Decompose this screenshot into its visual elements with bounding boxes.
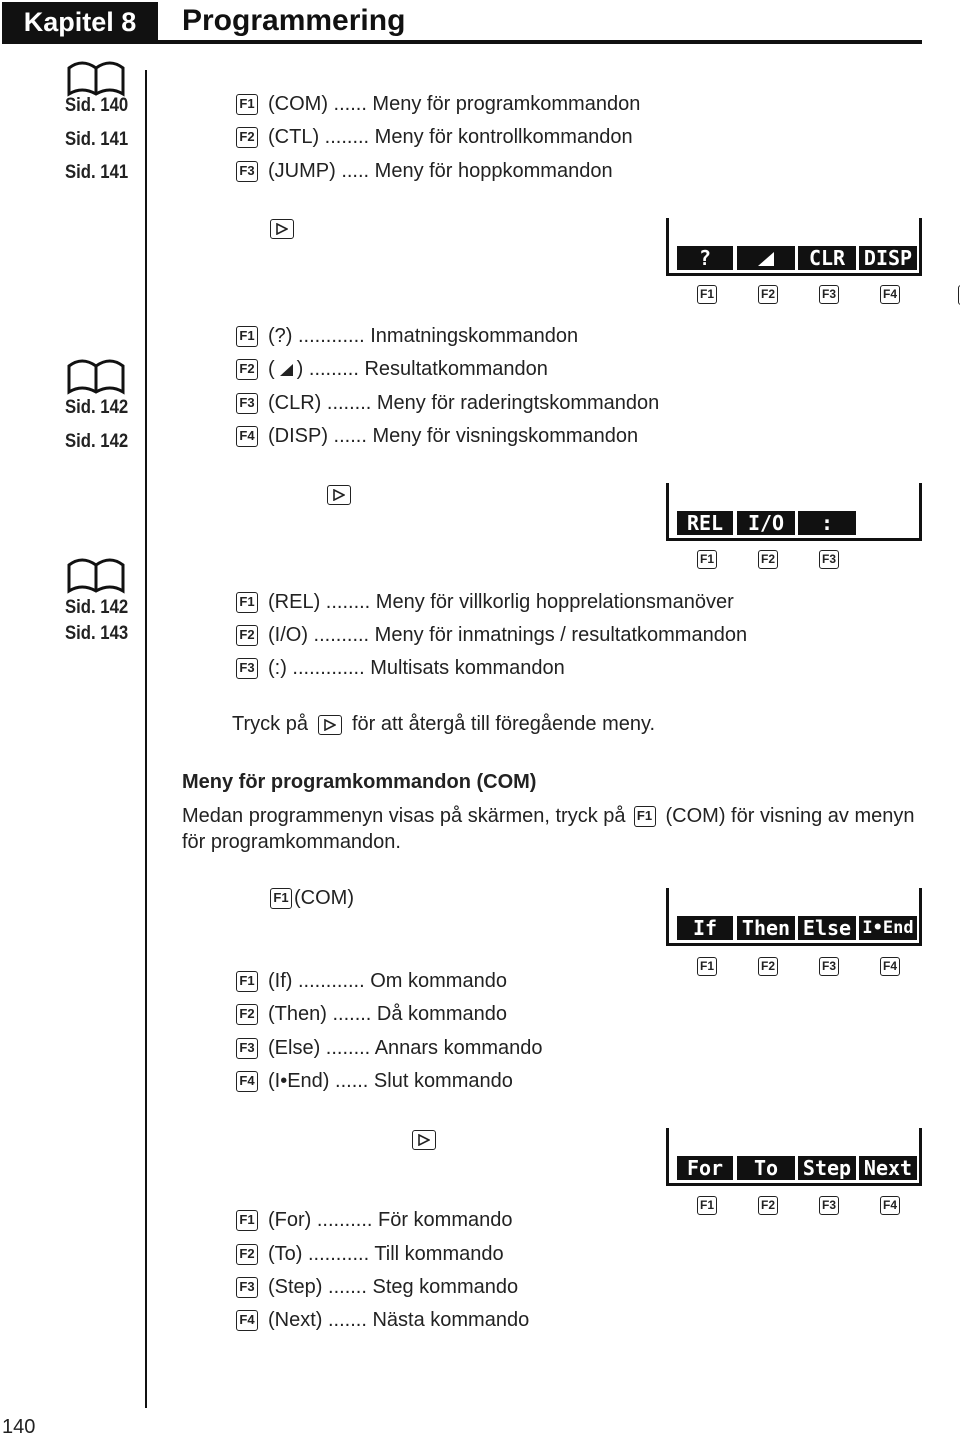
next-arrow-icon [412,1130,436,1150]
f4-key-icon: F4 [880,285,900,304]
f3-key-icon: F3 [236,161,258,182]
f4-key-icon: F4 [880,957,900,976]
lcd-cell: REL [677,511,733,535]
list-item [236,970,507,993]
list-item [236,1003,507,1026]
list-item [236,657,565,680]
paragraph-text: Medan programmenyn visas på skärmen, tryck på [182,805,626,827]
list-item [236,1243,504,1266]
f2-key-icon: F2 [758,957,778,976]
page-ref: Sid. 143 [65,623,129,644]
f1-key-icon: F1 [236,971,258,992]
lcd-cell: Else [798,916,856,940]
lcd-cell: I/O [737,511,795,535]
lcd-cell: Then [737,916,795,940]
list-item [236,358,548,381]
f3-key-icon: F3 [819,285,839,304]
paragraph-text: för programkommandon. [182,831,401,853]
list-item-text: ) ......... Resultatkommandon [296,358,548,380]
list-item [236,126,633,149]
return-note-text: Tryck på [232,713,308,735]
lcd-cell: : [798,511,856,535]
list-item-text: (COM) ...... Meny för programkommandon [268,93,641,115]
list-item [236,1309,529,1332]
page-ref: Sid. 142 [65,397,129,418]
com-keypress [270,887,354,910]
lcd-cell: To [737,1156,795,1180]
list-item-text: (Else) ........ Annars kommando [268,1037,543,1059]
list-item-text: (JUMP) ..... Meny för hoppkommandon [268,160,613,182]
list-item-text: (For) .......... För kommando [268,1209,513,1231]
display-triangle-icon [737,246,795,270]
section-heading: Meny för programkommandon (COM) [182,771,537,793]
page-title: Programmering [182,4,406,37]
return-note-text: för att återgå till föregående meny. [351,713,656,735]
book-icon [66,557,126,595]
lcd-cell: For [677,1156,733,1180]
lcd-cell: CLR [798,246,856,270]
chapter-label: Kapitel 8 [2,2,158,42]
key-label: (COM) [294,887,354,909]
f3-key-icon: F3 [819,1196,839,1215]
list-item-text: (DISP) ...... Meny för visningskommandon [268,425,639,447]
list-item [236,1070,513,1093]
page-ref: Sid. 141 [65,129,129,150]
f2-key-icon: F2 [236,625,258,646]
f2-key-icon: F2 [236,359,258,380]
margin-rule [145,70,147,1408]
list-item-text: (To) ........... Till kommando [268,1243,504,1265]
list-item-text: (REL) ........ Meny för villkorlig hopprelationsmanöver [268,591,734,613]
list-item-text: (CLR) ........ Meny för raderingtskommandon [268,392,660,414]
page-number: 140 [2,1416,36,1438]
f2-key-icon: F2 [758,1196,778,1215]
f3-key-icon: F3 [236,1277,258,1298]
lcd-cell: Next [859,1156,917,1180]
list-item [236,392,659,415]
lcd-menu-2 [666,483,922,541]
f3-key-icon: F3 [236,658,258,679]
list-item-text: (I•End) ...... Slut kommando [268,1070,513,1092]
f3-key-icon: F3 [236,393,258,414]
f2-key-icon: F2 [758,550,778,569]
next-arrow-icon [327,485,351,505]
paragraph-text: (COM) för visning av menyn [665,805,915,827]
list-item-text: (Then) ....... Då kommando [268,1003,507,1025]
f1-key-icon: F1 [236,326,258,347]
list-item-text: (Step) ....... Steg kommando [268,1276,519,1298]
next-arrow-icon [318,715,342,735]
f1-key-icon: F1 [697,957,717,976]
list-item-text: (If) ............ Om kommando [268,970,507,992]
f2-key-icon: F2 [758,285,778,304]
f1-key-icon: F1 [236,592,258,613]
section-paragraph [182,805,914,828]
f3-key-icon: F3 [819,957,839,976]
f4-key-icon: F4 [880,1196,900,1215]
page-ref: Sid. 142 [65,597,129,618]
list-item [236,624,747,647]
page-ref: Sid. 142 [65,431,129,452]
f4-key-icon: F4 [236,1071,258,1092]
f2-key-icon: F2 [236,1244,258,1265]
list-item [236,1209,513,1232]
list-item [236,93,640,116]
page-ref: Sid. 141 [65,162,129,183]
lcd-menu-3 [666,888,922,946]
next-arrow-icon [270,219,294,239]
lcd-cell: If [677,916,733,940]
lcd-menu-1 [666,218,922,276]
list-item [236,591,734,614]
page-ref: Sid. 140 [65,95,129,116]
lcd-cell: I•End [859,916,917,940]
lcd-menu-4 [666,1128,922,1186]
list-item-text: (Next) ....... Nästa kommando [268,1309,530,1331]
f4-key-icon: F4 [236,1310,258,1331]
lcd-cell: Step [798,1156,856,1180]
header-rule [2,40,922,44]
list-item [236,425,638,448]
display-triangle-icon [279,363,295,377]
book-icon [66,358,126,396]
list-item-text: ( [268,358,275,380]
f1-key-icon: F1 [697,1196,717,1215]
lcd-cell: ? [677,246,733,270]
list-item [236,1276,518,1299]
f1-key-icon: F1 [236,1210,258,1231]
list-item-text: (CTL) ........ Meny för kontrollkommandon [268,126,633,148]
f2-key-icon: F2 [236,1004,258,1025]
f2-key-icon: F2 [236,127,258,148]
book-icon [66,60,126,98]
list-item [236,325,578,348]
f1-key-icon: F1 [697,550,717,569]
f1-key-icon: F1 [697,285,717,304]
list-item-text: (I/O) .......... Meny för inmatnings / resultatkommandon [268,624,748,646]
f3-key-icon: F3 [819,550,839,569]
f1-key-icon: F1 [236,94,258,115]
lcd-cell: DISP [859,246,917,270]
f1-key-icon: F1 [270,888,292,909]
f4-key-icon: F4 [236,426,258,447]
f3-key-icon: F3 [236,1038,258,1059]
return-note [232,713,655,736]
list-item-text: (:) ............. Multisats kommandon [268,657,565,679]
f1-key-icon: F1 [634,806,656,827]
list-item [236,160,613,183]
list-item [236,1037,543,1060]
list-item-text: (?) ............ Inmatningskommandon [268,325,579,347]
